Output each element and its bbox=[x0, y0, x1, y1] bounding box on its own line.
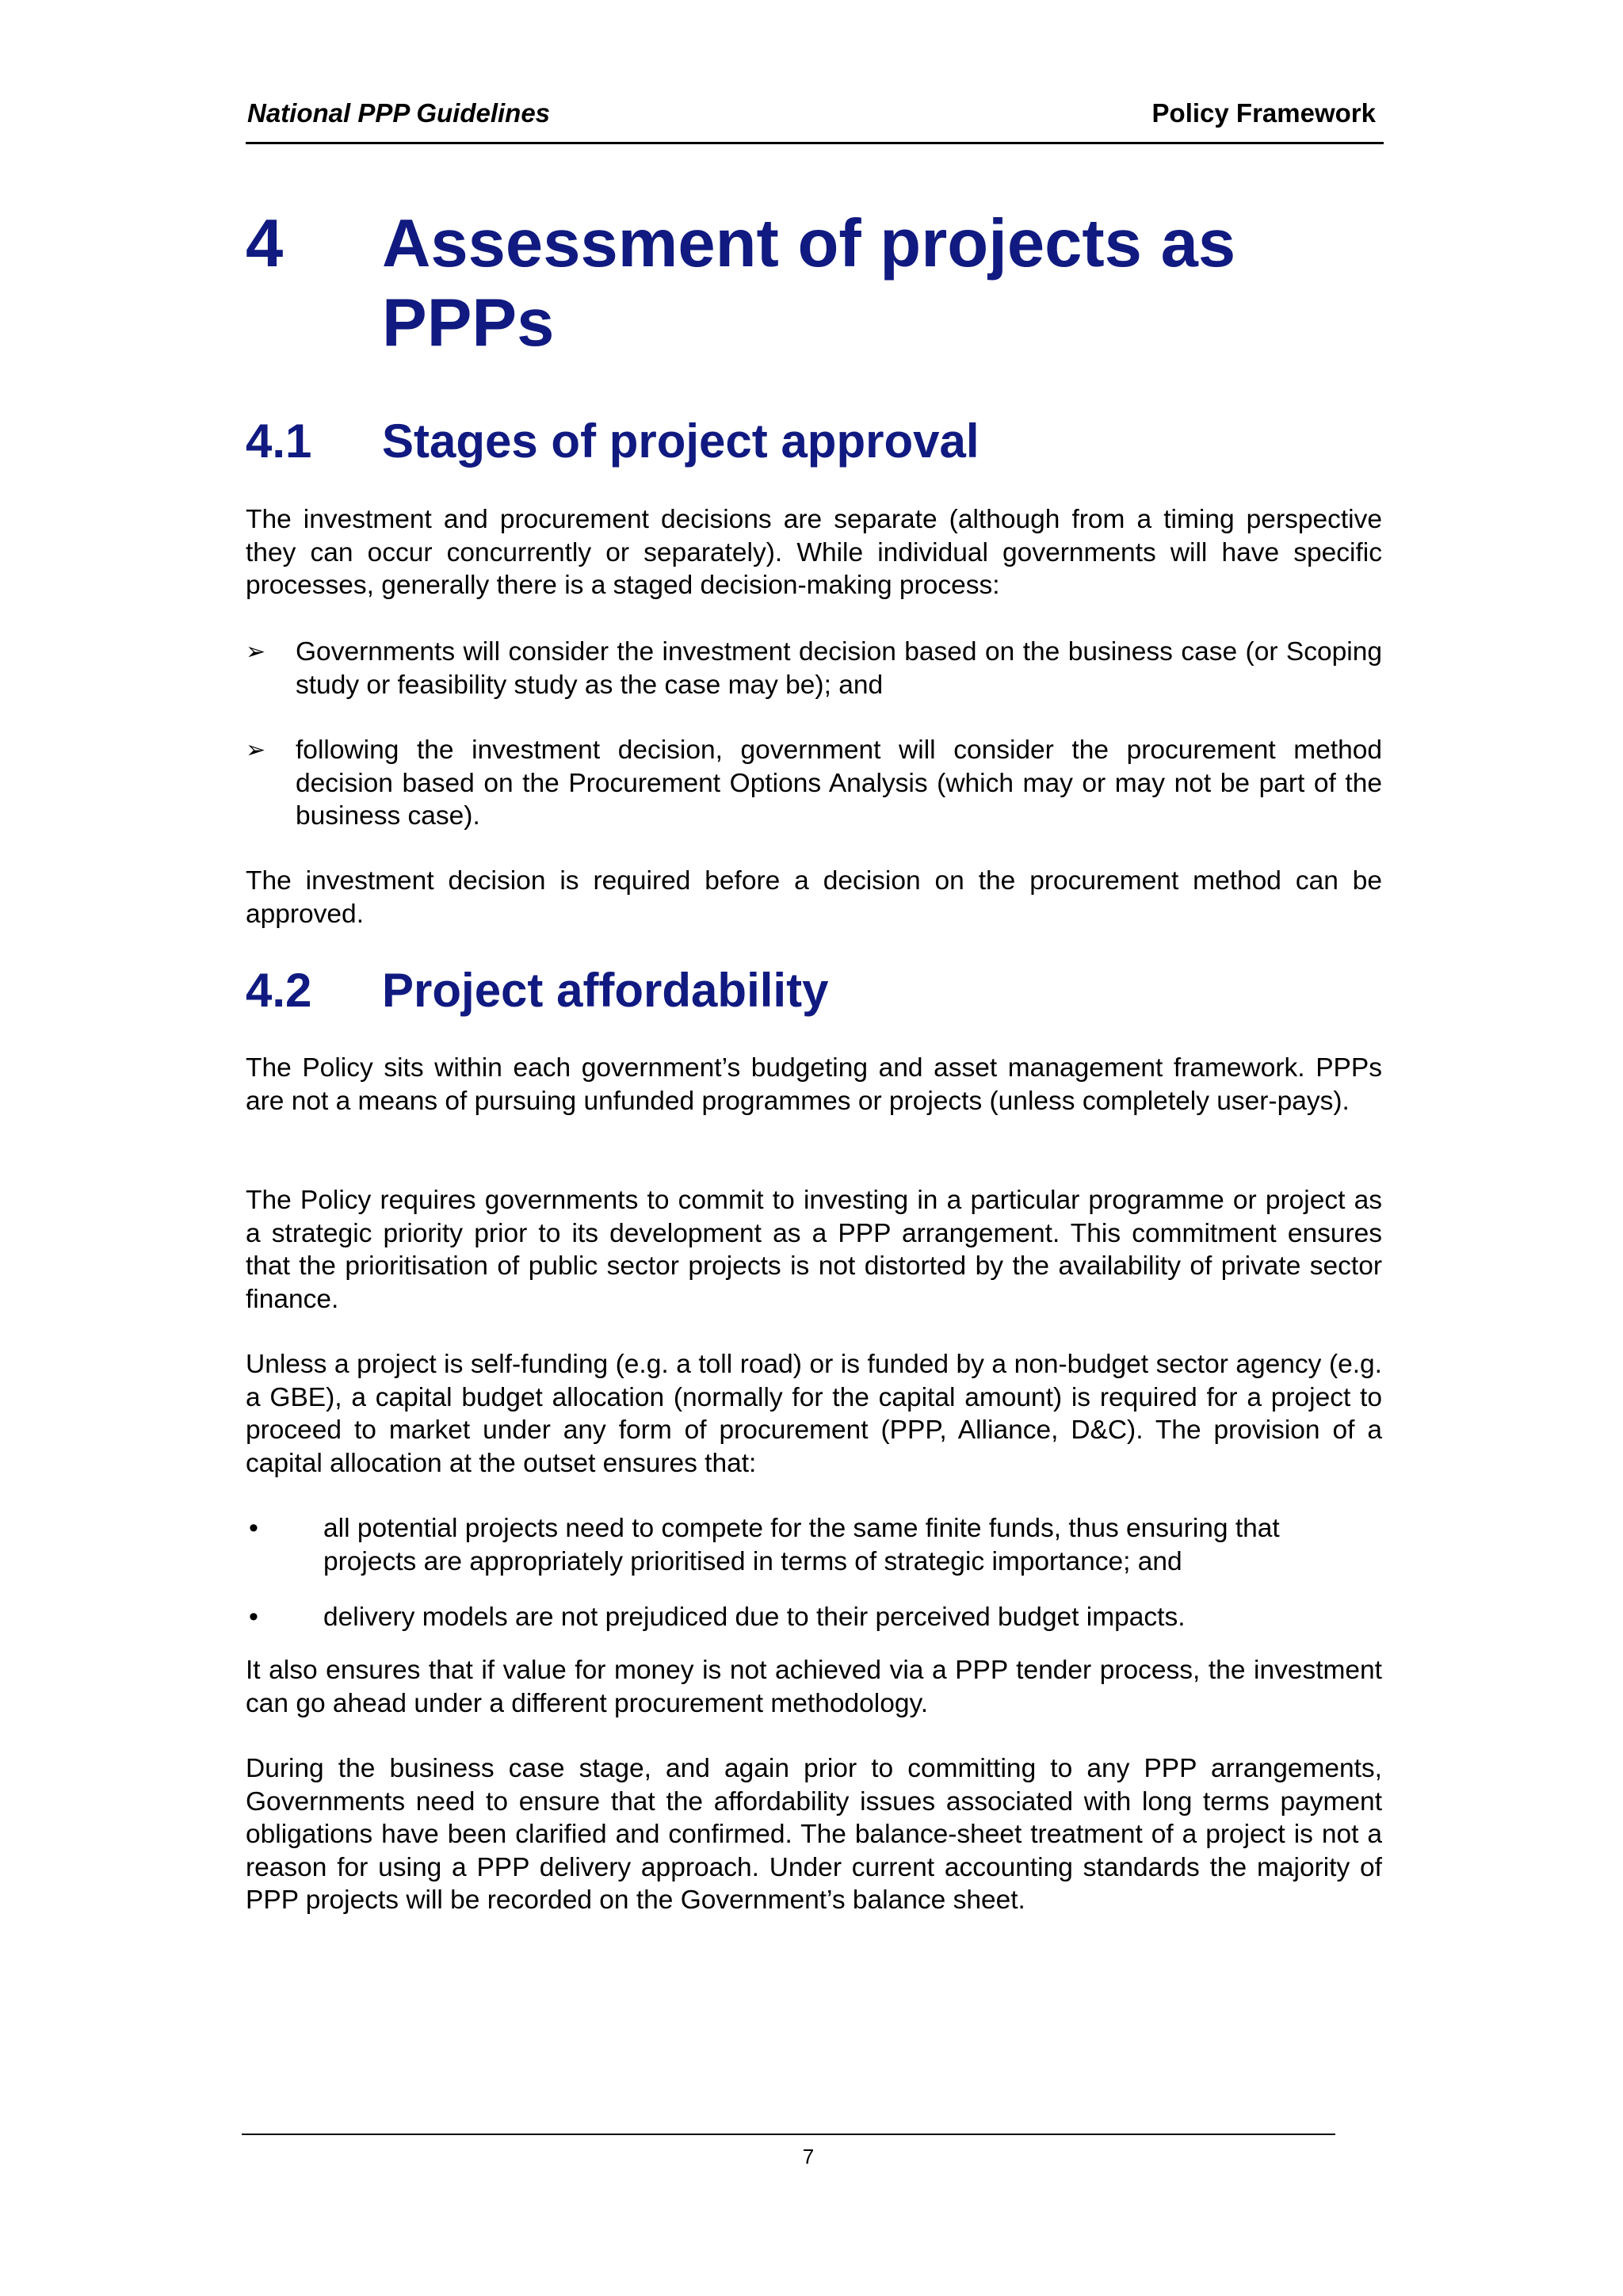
list-item-text: all potential projects need to compete for the same finite funds, thus ensuring that projects are appropriately prioritised in terms of strategic importance; and bbox=[323, 1514, 1280, 1576]
chapter-number: 4 bbox=[246, 206, 284, 281]
page-header bbox=[246, 94, 1384, 144]
paragraph: Unless a project is self-funding (e.g. a toll road) or is funded by a non-budget sector agency (e.g. a GBE), a capital budget allocation (normally for the capital amount) is required for a project to proceed to market under any form of procurement (PPP, Alliance, D&C). The provision of a capital allocation at the outset ensures that: bbox=[246, 1350, 1382, 1478]
section-title: Policy Framework bbox=[1151, 98, 1376, 128]
arrow-bullet-icon: ➢ bbox=[246, 639, 266, 665]
list-item-text: delivery models are not prejudiced due to their perceived budget impacts. bbox=[323, 1603, 1186, 1632]
section-number: 4.1 bbox=[246, 415, 312, 468]
footer-divider bbox=[242, 2134, 1335, 2135]
page-number: 7 bbox=[802, 2145, 815, 2168]
paragraph-intro: The investment and procurement decisions are separate (although from a timing perspective they can occur concurrently or separately). While individual governments will have specific processes, generally there is a staged decision-making process: bbox=[246, 505, 1382, 600]
section-title: Stages of project approval bbox=[382, 415, 980, 468]
chapter-title: Assessment of projects as PPPs bbox=[382, 206, 1236, 361]
document-title: National PPP Guidelines bbox=[247, 98, 551, 128]
dot-bullet-icon: • bbox=[249, 1602, 258, 1632]
paragraph: It also ensures that if value for money is not achieved via a PPP tender process, the investment can go ahead under a different procurement methodology. bbox=[246, 1656, 1382, 1718]
list-item-text: Governments will consider the investment decision based on the business case (or Scoping study or feasibility study as the case may be); and bbox=[296, 637, 1382, 700]
section-number: 4.2 bbox=[246, 964, 312, 1017]
section-title: Project affordability bbox=[382, 964, 829, 1017]
paragraph: The Policy sits within each government’s budgeting and asset management framework. PPPs are not a means of pursuing unfunded programmes or projects (unless completely user-pays). bbox=[246, 1053, 1382, 1116]
arrow-bullet-icon: ➢ bbox=[246, 737, 266, 763]
list-item-text: following the investment decision, government will consider the procurement method decision based on the Procurement Options Analysis (which may or may not be part of the business case). bbox=[296, 735, 1382, 831]
paragraph: During the business case stage, and again prior to committing to any PPP arrangements, Governments need to ensure that the affordability issues associated with long terms payment obligations have been clarified and confirmed. The balance-sheet treatment of a project is not a reason for using a PPP delivery approach. Under current accounting standards the majority of PPP projects will be recorded on the Government’s balance sheet. bbox=[246, 1754, 1382, 1915]
paragraph-closing: The investment decision is required before a decision on the procurement method can be approved. bbox=[246, 866, 1382, 929]
dot-bullet-icon: • bbox=[249, 1513, 258, 1543]
paragraph: The Policy requires governments to commit to investing in a particular programme or project as a strategic priority prior to its development as a PPP arrangement. This commitment ensures that the prioritisation of public sector projects is not distorted by the availability of private sector finance. bbox=[246, 1186, 1382, 1314]
